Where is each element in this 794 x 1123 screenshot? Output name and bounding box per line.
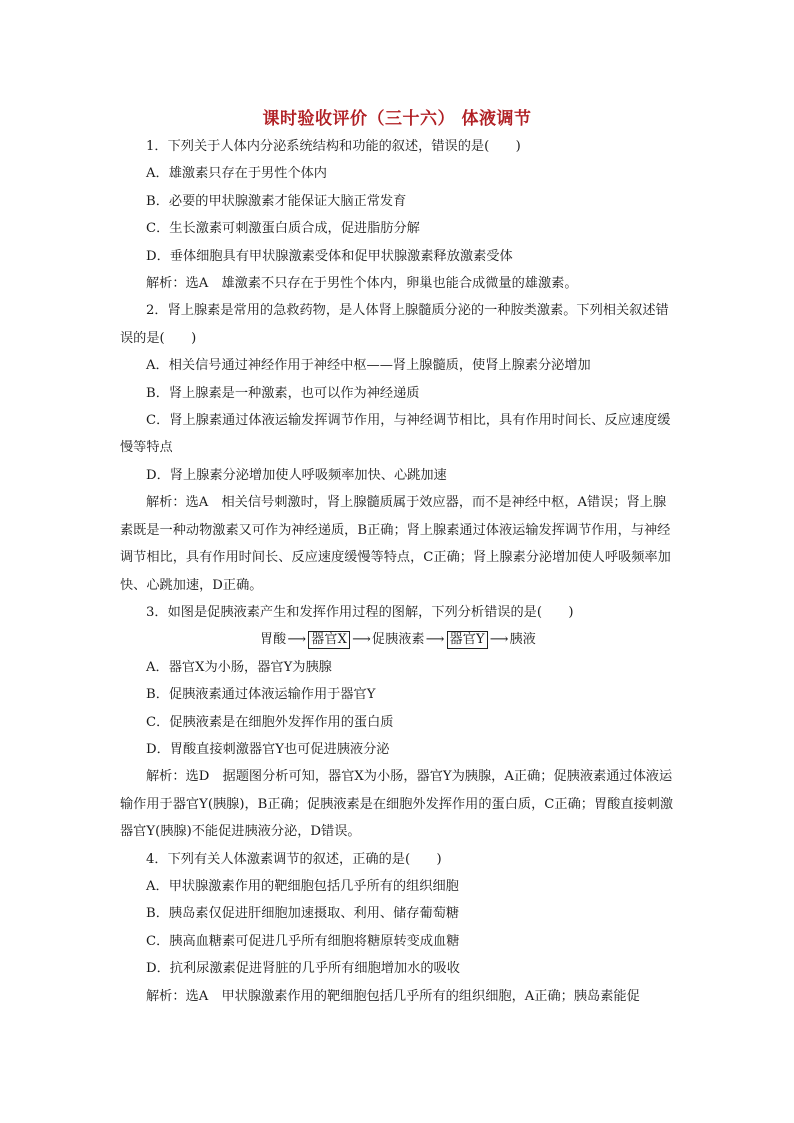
analysis: 解析：选D 据题图分析可知，器官X为小肠，器官Y为胰腺，A正确；促胰液素通过体液运输作用于器官Y(胰腺)，B正确；促胰液素是在细胞外发挥作用的蛋白质，C正确；胃酸直接刺激器官Y(胰腺)不能促进胰液分泌，D错误。 — [120, 769, 674, 840]
option-b: B．胰岛素仅促进肝细胞加速摄取、利用、储存葡萄糖 — [146, 906, 460, 922]
option-a: A．相关信号通过神经作用于神经中枢——肾上腺髓质，使肾上腺素分泌增加 — [146, 358, 591, 374]
option-d: D．垂体细胞具有甲状腺激素受体和促甲状腺激素释放激素受体 — [146, 248, 513, 264]
option-b: B．必要的甲状腺激素才能保证大脑正常发育 — [146, 193, 407, 209]
question-stem: 3．如图是促胰液素产生和发挥作用过程的图解，下列分析错误的是( ) — [146, 604, 574, 620]
option-a: A．器官X为小肠，器官Y为胰腺 — [146, 659, 332, 675]
organ-y-box: 器官Y — [447, 631, 488, 649]
option-c: C．促胰液素是在细胞外发挥作用的蛋白质 — [146, 714, 394, 730]
question-2 — [120, 297, 676, 598]
question-stem: 4．下列有关人体激素调节的叙述，正确的是( ) — [146, 851, 442, 867]
analysis: 解析：选A 相关信号刺激时，肾上腺髓质属于效应器，而不是神经中枢，A错误；肾上腺素既是一种动物激素又可作为神经递质，B正确；肾上腺素通过体液运输发挥调节作用，与神经调节相比，具有作用时间长、反应速度缓慢等特点，C正确；肾上腺素分泌增加使人呼吸频率加快、心跳加速，D正确。 — [120, 495, 671, 593]
option-a: A．甲状腺激素作用的靶细胞包括几乎所有的组织细胞 — [146, 878, 459, 894]
analysis: 解析：选A 雄激素不只存在于男性个体内，卵巢也能合成微量的雄激素。 — [146, 276, 578, 292]
option-c: C．胰高血糖素可促进几乎所有细胞将糖原转变成血糖 — [146, 933, 460, 949]
arrow-icon: ⟶ — [489, 632, 509, 648]
question-1 — [120, 133, 676, 297]
question-stem: 2．肾上腺素是常用的急救药物，是人体肾上腺髓质分泌的一种胺类激素。下列相关叙述错误的是( ) — [120, 303, 669, 346]
analysis: 解析：选A 甲状腺激素作用的靶细胞包括几乎所有的组织细胞，A正确；胰岛素能促 — [146, 988, 640, 1004]
option-d: D．肾上腺素分泌增加使人呼吸频率加快、心跳加速 — [146, 467, 447, 483]
question-4 — [120, 846, 676, 1010]
option-b: B．促胰液素通过体液运输作用于器官Y — [146, 687, 376, 703]
organ-x-box: 器官X — [308, 631, 350, 649]
option-b: B．肾上腺素是一种激素，也可以作为神经递质 — [146, 385, 420, 401]
arrow-icon: ⟶ — [352, 632, 371, 648]
document-body — [120, 133, 676, 1010]
option-c: C．肾上腺素通过体液运输发挥调节作用，与神经调节相比，具有作用时间长、反应速度缓慢等特点 — [120, 413, 671, 456]
option-c: C．生长激素可刺激蛋白质合成，促进脂肪分解 — [146, 221, 420, 237]
option-a: A．雄激素只存在于男性个体内 — [146, 166, 327, 182]
flow-diagram — [120, 626, 676, 653]
option-d: D．胃酸直接刺激器官Y也可促进胰液分泌 — [146, 741, 390, 757]
flow-end: 胰液 — [509, 632, 537, 648]
question-stem: 1．下列关于人体内分泌系统结构和功能的叙述，错误的是( ) — [146, 139, 521, 154]
arrow-icon: ⟶ — [287, 632, 307, 648]
arrow-icon: ⟶ — [425, 632, 445, 648]
flow-start: 胃酸 — [259, 632, 287, 648]
flow-middle: 促胰液素 — [371, 632, 425, 648]
option-d: D．抗利尿激素促进肾脏的几乎所有细胞增加水的吸收 — [146, 961, 460, 977]
question-3 — [120, 599, 676, 846]
page-title: 课时验收评价（三十六） 体液调节 — [262, 109, 532, 129]
